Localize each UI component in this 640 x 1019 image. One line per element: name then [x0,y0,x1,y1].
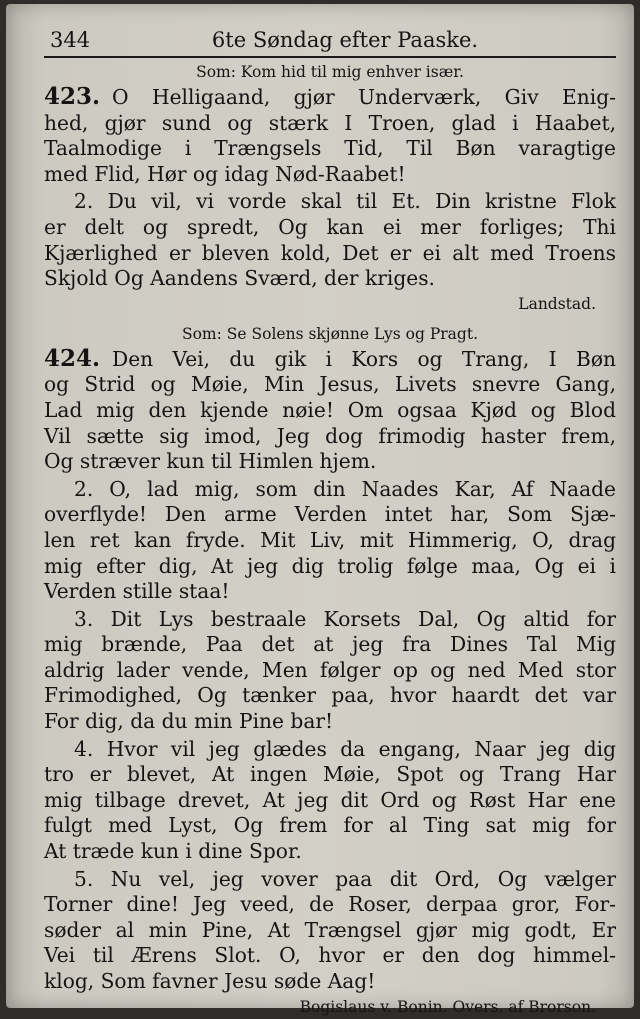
verse-line: Lad mig den kjende nøie! Om ogsaa Kjød og Blod [44,397,616,422]
verse-line: fulgt med Lyst, Og frem for al Ting sat mig for [44,813,616,838]
verse-line: 3. Dit Lys bestraale Korsets Dal, Og altid for [74,606,616,631]
page-text [44,22,616,1019]
hymn-424-verse-5 [44,867,616,995]
verse-line: At træde kun i dine Spor. [44,839,302,864]
hymn-424-melody: Som: Se Solens skjønne Lys og Pragt. [181,324,478,343]
hymn-423-verse-1 [44,84,616,187]
book-page [6,4,634,1016]
verse-line: og Strid og Møie, Min Jesus, Livets snevre Gang, [44,372,616,397]
verse-line: 2. Du vil, vi vorde skal til Et. Din kristne Flok [74,189,616,214]
verse-line: mig tilbage drevet, At jeg dit Ord og Røst Har ene [44,787,616,812]
verse-line: Frimodighed, Og tænker paa, hvor haardt det var [44,683,616,708]
hymn-424-verse-4 [44,737,616,865]
verse-line: For dig, da du min Pine bar! [44,709,334,734]
verse-line: med Flid, Hør og idag Nød-Raabet! [44,161,406,186]
verse-line: overflyde! Den arme Verden intet har, Som Sjæ- [44,502,616,527]
hymn-424-verse-2 [44,477,616,605]
verse-line: 4. Hvor vil jeg glædes da engang, Naar jeg dig [74,736,616,761]
hymn-424-number: 424. [44,344,101,372]
verse-line: 5. Nu vel, jeg vover paa dit Ord, Og vælger [74,866,616,891]
verse-line: 2. O, lad mig, som din Naades Kar, Af Naade [74,476,616,501]
verse-line: hed, gjør sund og stærk I Troen, glad i Haabet, [44,110,616,135]
verse-line: Den Vei, du gik i Kors og Trang, I Bøn [112,346,616,371]
verse-line: Verden stille staa! [44,579,230,604]
verse-line: er delt og spredt, Og kan ei mer forliges; Thi [44,214,616,239]
verse-line: mig brænde, Paa det at jeg fra Dines Tal Mig [44,632,616,657]
hymn-424-verse-3 [44,607,616,735]
verse-line: O Helligaand, gjør Underværk, Giv Enig- [112,85,616,109]
verse-line: Taalmodige i Trængsels Tid, Til Bøn varagtige [44,136,616,161]
verse-line: mig efter dig, At jeg dig trolig følge maa, Og ei i [44,553,616,578]
verse-line: aldrig lader vende, Men følger op og ned Med stor [44,657,616,682]
verse-line: Kjærlighed er bleven kold, Det er ei alt med Troens [44,240,616,265]
verse-line: klog, Som favner Jesu søde Aag! [44,969,376,993]
verse-line: Vil sætte sig imod, Jeg dog frimodig haster frem, [44,423,616,448]
running-title: 6te Søndag efter Paaske. [211,28,479,52]
page-header [44,22,616,58]
verse-line: tro er blevet, At ingen Møie, Spot og Trang Har [44,762,616,787]
hymn-423-author: Landstad. [518,294,596,313]
verse-line: Skjold Og Aandens Sværd, der kriges. [44,266,435,291]
hymn-424-author: Bogislaus v. Bonin. Overs. af Brorson. [299,997,596,1016]
verse-line: Vei til Ærens Slot. O, hvor er den dog himmel- [44,943,616,968]
verse-line: Torner dine! Jeg veed, de Roser, derpaa gror, For- [44,892,616,917]
hymn-424-verse-1 [44,346,616,475]
verse-line: len ret kan fryde. Mit Liv, mit Himmerig, O, drag [44,527,616,552]
verse-line: søder al min Pine, At Trængsel gjør mig godt, Er [44,917,616,942]
hymn-423-verse-2 [44,189,616,291]
hymn-423-melody: Som: Kom hid til mig enhver især. [196,63,464,81]
page-number: 344 [50,28,91,52]
hymn-423-number: 423. [44,83,101,110]
verse-line: Og stræver kun til Himlen hjem. [44,449,377,474]
